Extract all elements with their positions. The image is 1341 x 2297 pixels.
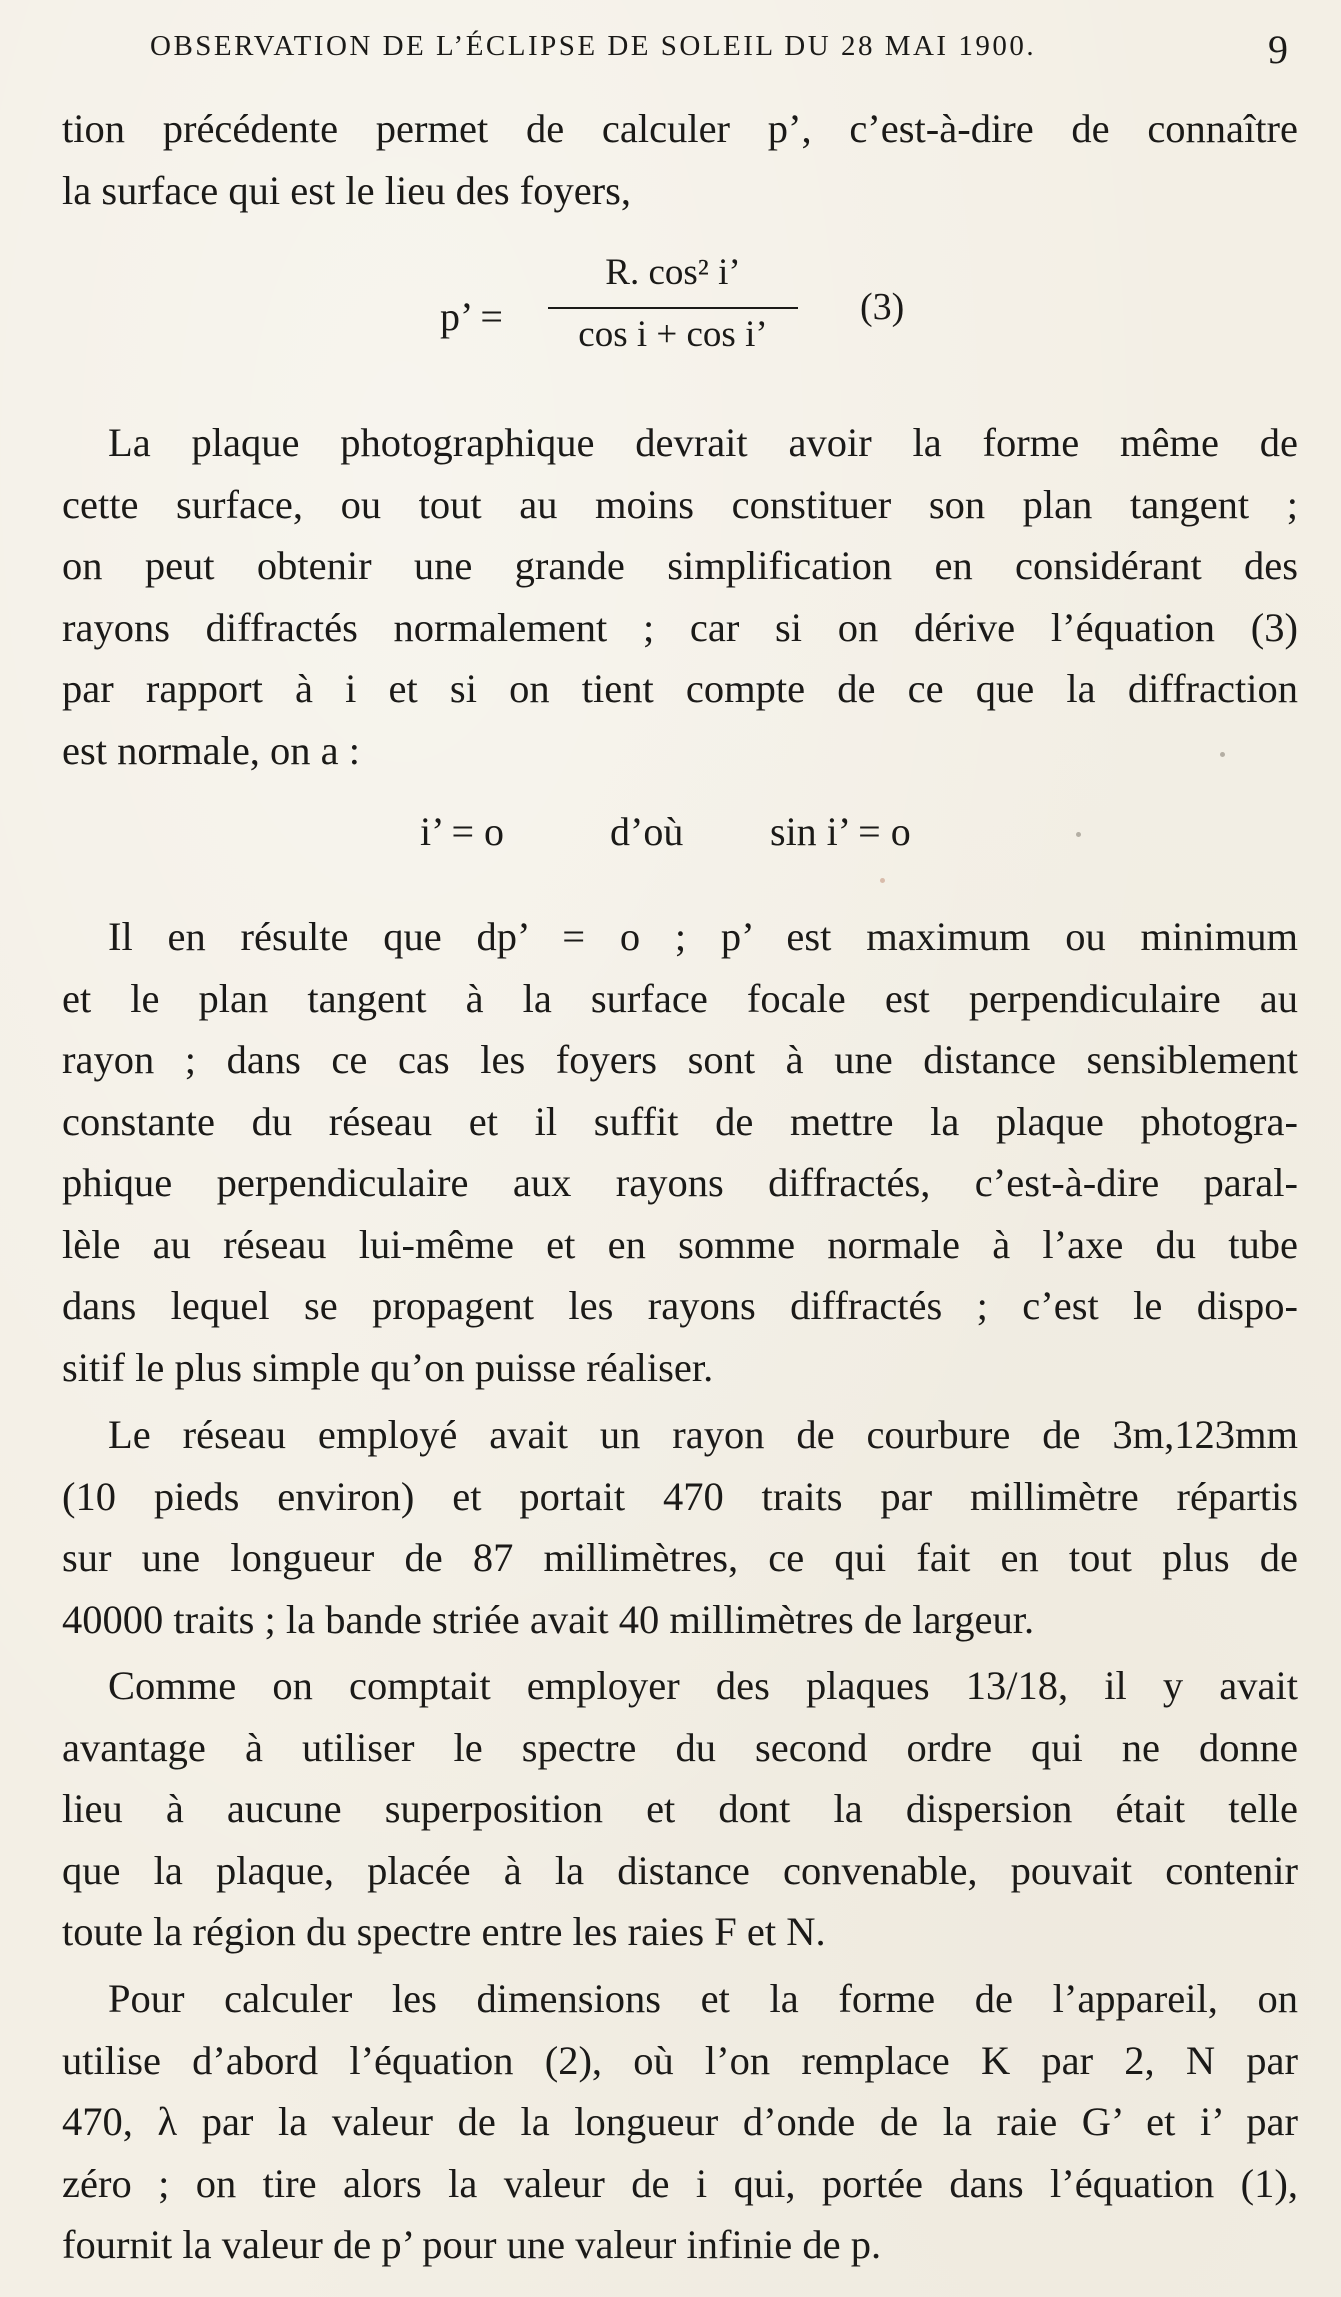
print-speck <box>1076 832 1081 837</box>
fraction-bar <box>548 307 798 309</box>
text-line: rayons diffractés normalement ; car si on dérive l’équation (3) <box>62 604 1298 650</box>
text-line: (10 pieds environ) et portait 470 traits par millimètre répartis <box>62 1473 1298 1519</box>
text-line: phique perpendiculaire aux rayons diffractés, c’est-à-dire paral- <box>62 1160 1298 1205</box>
text-line: rayon ; dans ce cas les foyers sont à une distance sensiblement <box>62 1037 1298 1082</box>
text-line: Comme on comptait employer des plaques 13/18, il y avait <box>108 1663 1298 1708</box>
equation-line <box>420 808 980 868</box>
equation-lhs: p’ = <box>440 294 503 339</box>
paragraph-1 <box>62 98 1298 221</box>
print-speck <box>1220 752 1225 757</box>
text-line: fournit la valeur de p’ pour une valeur infinie de p. <box>62 2222 882 2267</box>
print-speck <box>880 878 885 883</box>
paragraph-5 <box>62 1655 1298 1963</box>
text-line: lèle au réseau lui-même et en somme normale à l’axe du tube <box>62 1221 1298 1267</box>
text-line: cette surface, ou tout au moins constituer son plan tangent ; <box>62 481 1298 527</box>
equation-tag: (3) <box>860 286 905 328</box>
text-line: Pour calculer les dimensions et la forme de l’appareil, on <box>108 1976 1298 2021</box>
text-line: toute la région du spectre entre les raies F et N. <box>62 1909 826 1954</box>
text-line: Il en résulte que dp’ = o ; p’ est maximum ou minimum <box>108 914 1298 959</box>
text-line: 40000 traits ; la bande striée avait 40 millimètres de largeur. <box>62 1596 1035 1642</box>
paragraph-6 <box>62 1968 1298 2276</box>
text-line: et le plan tangent à la surface focale est perpendiculaire au <box>62 975 1298 1021</box>
running-head <box>0 22 1341 82</box>
equation-right: sin i’ = o <box>770 809 911 854</box>
text-line: 470, λ par la valeur de la longueur d’onde de la raie G’ et i’ par <box>62 2099 1298 2144</box>
text-line: lieu à aucune superposition et dont la dispersion était telle <box>62 1786 1298 1831</box>
text-line: par rapport à i et si on tient compte de ce que la diffraction <box>62 666 1298 711</box>
running-head-title: OBSERVATION DE L’ÉCLIPSE DE SOLEIL DU 28 MAI 1900. <box>150 30 1037 62</box>
text-line: sur une longueur de 87 millimètres, ce qui fait en tout plus de <box>62 1535 1298 1580</box>
equation-left: i’ = o <box>420 809 505 854</box>
text-line: utilise d’abord l’équation (2), où l’on remplace K par 2, N par <box>62 2037 1298 2083</box>
paragraph-3 <box>62 906 1298 1398</box>
paragraph-4 <box>62 1404 1298 1650</box>
text-line: Le réseau employé avait un rayon de courbure de 3m,123mm <box>108 1412 1298 1457</box>
text-line: La plaque photographique devrait avoir la forme même de <box>108 420 1298 465</box>
text-line: avantage à utiliser le spectre du second ordre qui ne donne <box>62 1724 1298 1770</box>
text-line: constante du réseau et il suffit de mettre la plaque photogra- <box>62 1098 1298 1144</box>
text-line: sitif le plus simple qu’on puisse réaliser. <box>62 1344 714 1390</box>
equation-denominator: cos i + cos i’ <box>578 314 768 355</box>
page-number: 9 <box>1268 27 1288 72</box>
text-line: on peut obtenir une grande simplification en considérant des <box>62 543 1298 588</box>
text-line: tion précédente permet de calculer p’, c’est-à-dire de connaître <box>62 106 1298 151</box>
text-line: la surface qui est le lieu des foyers, <box>62 167 632 213</box>
text-line: est normale, on a : <box>62 727 361 773</box>
equation-middle: d’où <box>610 809 684 854</box>
text-line: que la plaque, placée à la distance convenable, pouvait contenir <box>62 1847 1298 1893</box>
equation-3 <box>440 245 960 365</box>
text-line: zéro ; on tire alors la valeur de i qui, portée dans l’équation (1), <box>62 2160 1298 2206</box>
paragraph-2 <box>62 412 1298 781</box>
equation-numerator: R. cos² i’ <box>605 252 741 293</box>
text-line: dans lequel se propagent les rayons diffractés ; c’est le dispo- <box>62 1283 1298 1328</box>
